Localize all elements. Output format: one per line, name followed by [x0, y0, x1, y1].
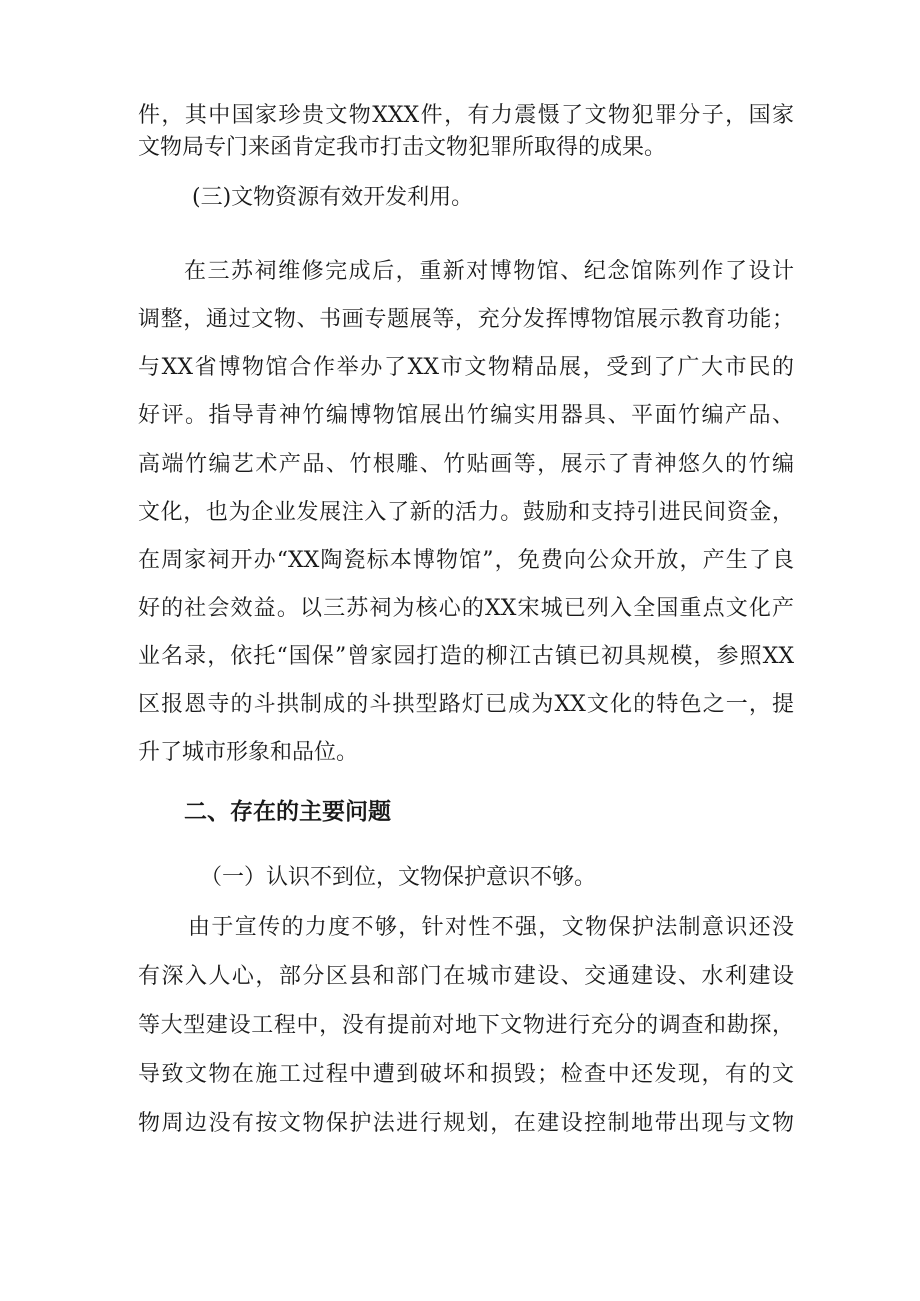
- part-2-sub-1-title: （一）认识不到位，文物保护意识不够。: [200, 865, 597, 890]
- section-3-line-1: 在三苏祠维修完成后，重新对博物馆、纪念馆陈列作了设计: [184, 259, 794, 284]
- section-3-line-9: 业名录，依托“国保”曾家园打造的柳江古镇已初具规模，参照XX: [138, 644, 794, 669]
- part-2-sub-1-line-2: 有深入人心，部分区县和部门在城市建设、交通建设、水利建设: [138, 964, 794, 989]
- section-3-title: (三)文物资源有效开发利用。: [192, 185, 474, 210]
- part-2-sub-1-line-4: 导致文物在施工过程中遭到破坏和损毁；检查中还发现，有的文: [138, 1062, 794, 1087]
- part-2-sub-1-line-5: 物周边没有按文物保护法进行规划，在建设控制地带出现与文物: [138, 1111, 794, 1136]
- section-3-line-7: 在周家祠开办“XX陶瓷标本博物馆”，免费向公众开放，产生了良: [138, 548, 794, 573]
- section-3-line-2: 调整，通过文物、书画专题展等，充分发挥博物馆展示教育功能；: [138, 307, 794, 332]
- section-3-line-11: 升了城市形象和品位。: [138, 740, 359, 765]
- section-3-line-5: 高端竹编艺术产品、竹根雕、竹贴画等，展示了青神悠久的竹编: [138, 452, 794, 477]
- part-2-heading: 二、存在的主要问题: [184, 799, 391, 825]
- intro-line-2: 文物局专门来函肯定我市打击文物犯罪所取得的成果。: [138, 135, 667, 160]
- section-3-line-4: 好评。指导青神竹编博物馆展出竹编实用器具、平面竹编产品、: [138, 403, 794, 428]
- part-2-sub-1-line-3: 等大型建设工程中，没有提前对地下文物进行充分的调查和勘探，: [138, 1013, 794, 1038]
- part-2-sub-1-line-1: 由于宣传的力度不够，针对性不强，文物保护法制意识还没: [188, 915, 794, 940]
- section-3-line-6: 文化，也为企业发展注入了新的活力。鼓励和支持引进民间资金，: [138, 500, 794, 525]
- section-3-line-8: 好的社会效益。以三苏祠为核心的XX宋城已列入全国重点文化产: [138, 596, 794, 621]
- intro-line-1: 件，其中国家珍贵文物XXX件，有力震慑了文物犯罪分子，国家: [138, 103, 794, 128]
- section-3-line-3: 与XX省博物馆合作举办了XX市文物精品展，受到了广大市民的: [138, 355, 794, 380]
- section-3-line-10: 区报恩寺的斗拱制成的斗拱型路灯已成为XX文化的特色之一，提: [138, 692, 794, 717]
